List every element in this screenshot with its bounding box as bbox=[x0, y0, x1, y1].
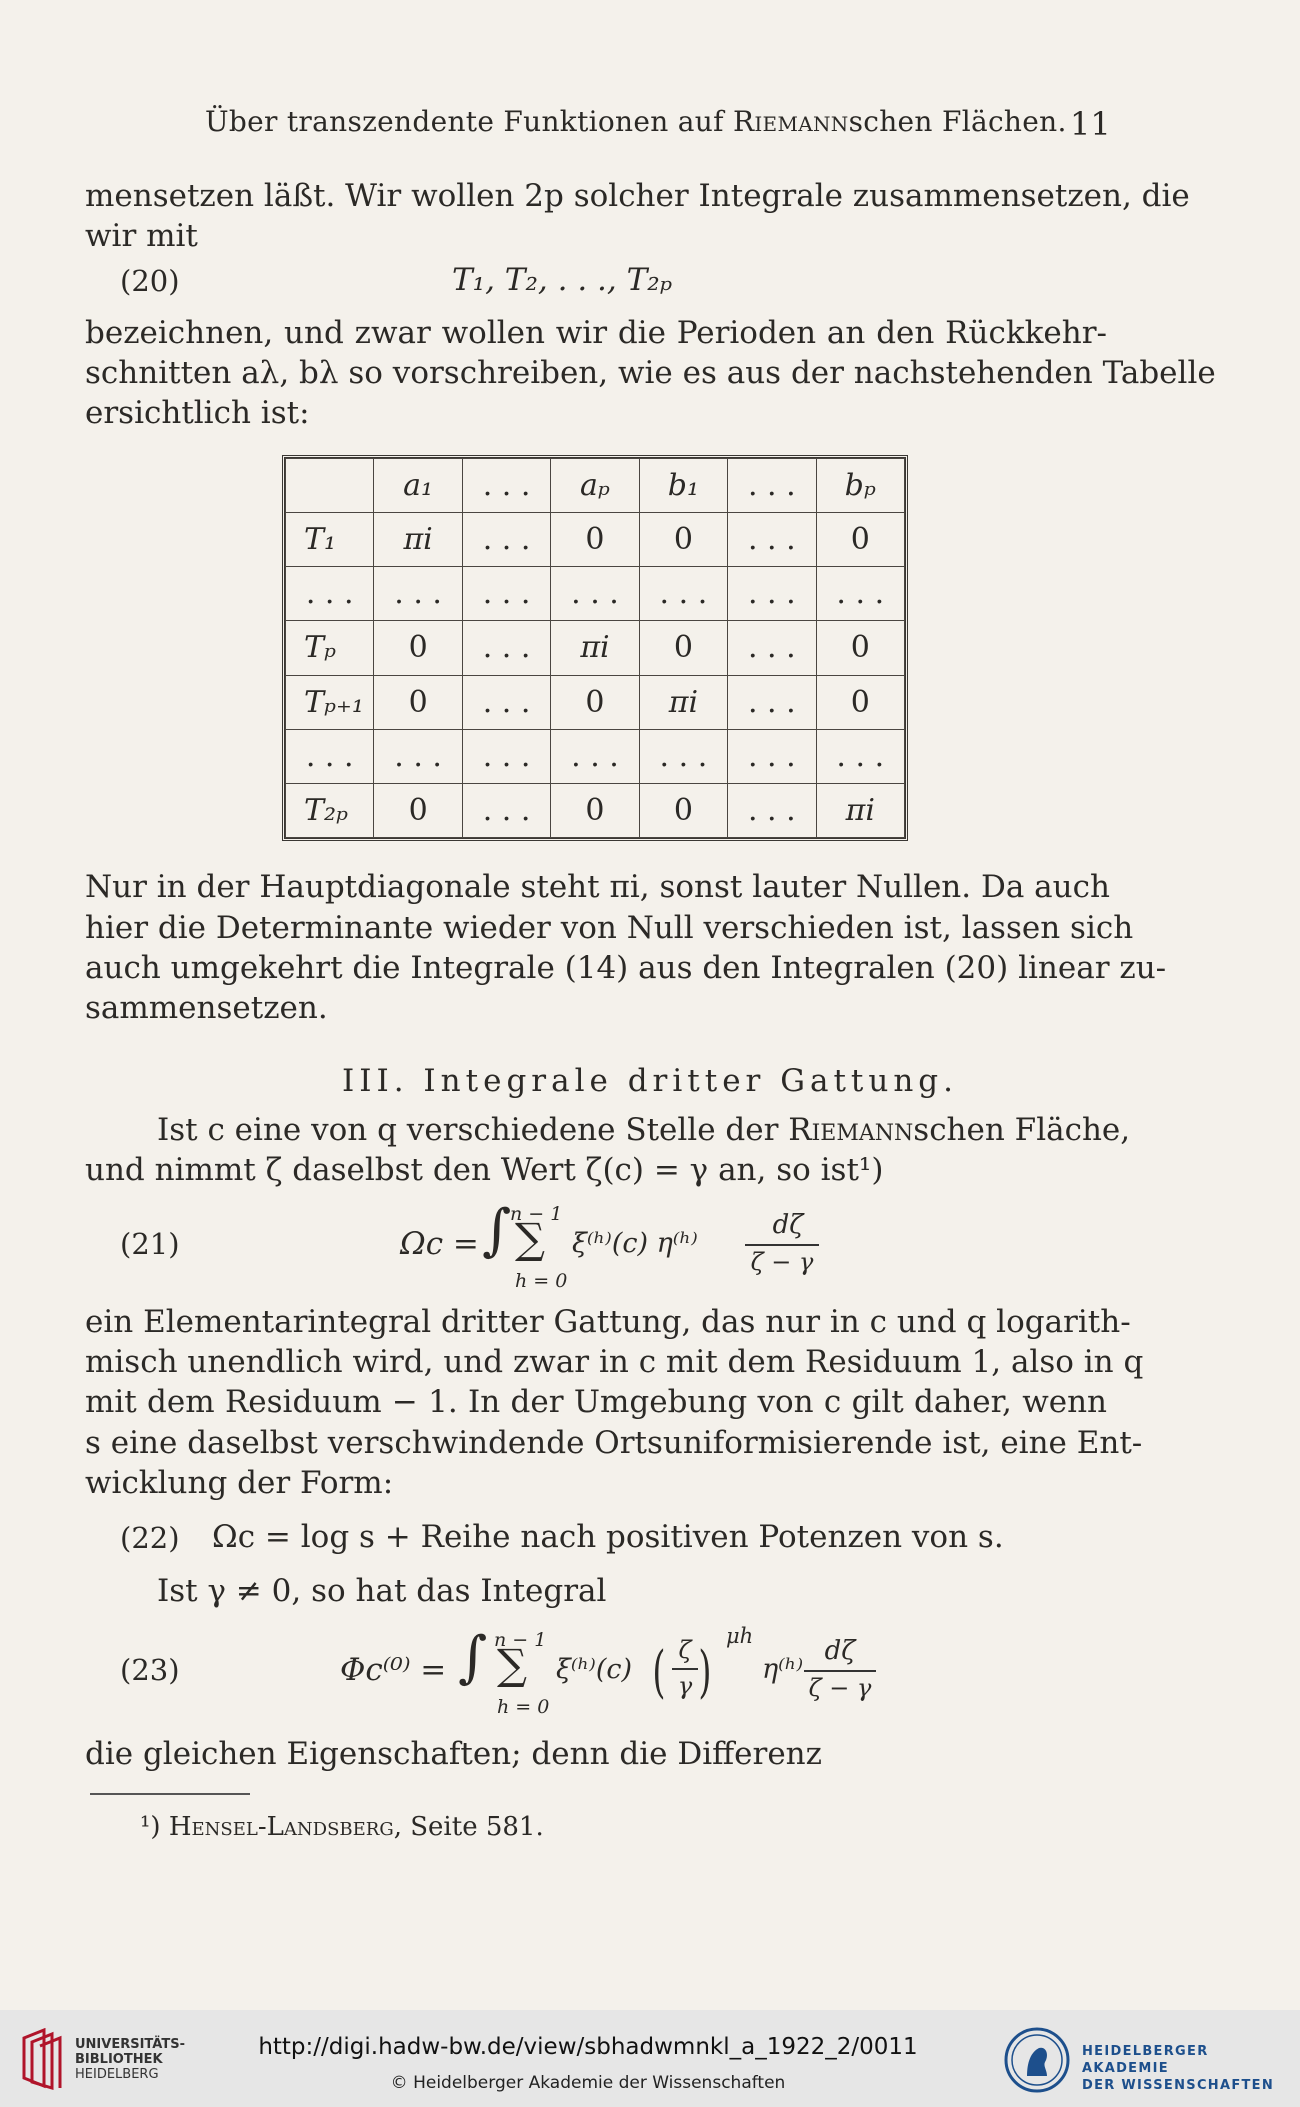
table-cell: . . . bbox=[551, 729, 639, 783]
table-cell: πi bbox=[639, 675, 727, 729]
library-name-line: HEIDELBERG bbox=[75, 2067, 159, 2082]
table-cell: 0 bbox=[639, 513, 727, 567]
fraction-numerator: dζ bbox=[824, 1636, 856, 1666]
digital-library-footer bbox=[0, 2010, 1300, 2107]
table-cell: aₚ bbox=[551, 459, 639, 513]
footnote-text: , Seite 581. bbox=[393, 1812, 544, 1842]
table-cell: 0 bbox=[374, 675, 462, 729]
table-row bbox=[286, 675, 905, 729]
text-span: Ist c eine von q verschiedene Stelle der bbox=[157, 1112, 789, 1148]
academy-name-line: HEIDELBERGER AKADEMIE bbox=[1082, 2044, 1209, 2076]
table-cell: . . . bbox=[728, 729, 816, 783]
table-cell: . . . bbox=[374, 729, 462, 783]
table-cell: . . . bbox=[728, 675, 816, 729]
table-cell: bₚ bbox=[816, 459, 904, 513]
table-cell: b₁ bbox=[639, 459, 727, 513]
eq23-body-pre: ξ⁽ʰ⁾(c) bbox=[556, 1654, 633, 1685]
library-name-line: BIBLIOTHEK bbox=[75, 2052, 163, 2067]
copyright-notice: © Heidelberger Akademie der Wissenschaften bbox=[390, 2073, 786, 2093]
table-cell: . . . bbox=[462, 621, 550, 675]
table-cell: . . . bbox=[462, 513, 550, 567]
equation-number: (23) bbox=[120, 1653, 180, 1687]
text-line: schnitten aλ, bλ so vorschreiben, wie es aus der nachstehenden Tabelle bbox=[85, 355, 1216, 391]
table-cell: . . . bbox=[816, 729, 904, 783]
library-name-line: UNIVERSITÄTS- bbox=[75, 2037, 185, 2052]
table-cell: . . . bbox=[462, 729, 550, 783]
fraction-denominator: ζ − γ bbox=[750, 1248, 814, 1276]
footnote-author: Hensel-Landsberg bbox=[168, 1812, 394, 1842]
text-line: Nur in der Hauptdiagonale steht πi, sonst lauter Nullen. Da auch bbox=[85, 869, 1110, 905]
table-cell: 0 bbox=[374, 621, 462, 675]
table-cell: . . . bbox=[728, 621, 816, 675]
text-line: die gleichen Eigenschaften; denn die Differenz bbox=[85, 1736, 822, 1772]
table-cell: Tₚ bbox=[286, 621, 374, 675]
table-cell: 0 bbox=[551, 783, 639, 837]
table-cell: T₂ₚ bbox=[286, 783, 374, 837]
fraction-numerator: dζ bbox=[772, 1210, 804, 1240]
text-line: wir mit bbox=[85, 218, 198, 254]
equation-number: (21) bbox=[120, 1227, 180, 1261]
fraction-bar bbox=[672, 1668, 698, 1670]
table-row bbox=[286, 513, 905, 567]
section-heading: III. Integrale dritter Gattung. bbox=[341, 1063, 959, 1099]
table-cell: πi bbox=[816, 783, 904, 837]
running-head-name: Riemann bbox=[732, 105, 849, 138]
text-line: s eine daselbst verschwindende Ortsuniformisierende ist, eine Ent- bbox=[85, 1425, 1143, 1461]
exponent: μh bbox=[726, 1624, 754, 1648]
footnote-rule bbox=[90, 1793, 250, 1795]
paren-left: ( bbox=[652, 1640, 666, 1705]
text-line: und nimmt ζ daselbst den Wert ζ(c) = γ an, so ist¹) bbox=[85, 1152, 884, 1188]
table-cell: . . . bbox=[639, 567, 727, 621]
fraction-bar bbox=[745, 1244, 819, 1246]
table-row bbox=[286, 783, 905, 837]
sum-upper-limit: n − 1 bbox=[494, 1629, 547, 1651]
table-cell: 0 bbox=[816, 621, 904, 675]
eq23-lhs: Φc⁽⁰⁾ = bbox=[340, 1652, 447, 1688]
text-span-name: Riemann bbox=[788, 1112, 914, 1148]
table-cell: . . . bbox=[816, 567, 904, 621]
text-line bbox=[157, 1110, 1131, 1150]
text-line: wicklung der Form: bbox=[85, 1465, 394, 1501]
university-library-logo-icon bbox=[18, 2028, 68, 2090]
table-row bbox=[286, 621, 905, 675]
equation-number: (20) bbox=[120, 264, 180, 298]
table-cell: . . . bbox=[639, 729, 727, 783]
table-cell: . . . bbox=[286, 567, 374, 621]
permalink-url[interactable]: http://digi.hadw-bw.de/view/sbhadwmnkl_a_1922_2/0011 bbox=[258, 2034, 918, 2060]
fraction-bar bbox=[804, 1670, 876, 1672]
inner-denominator: γ bbox=[677, 1672, 693, 1700]
sum-sign: ∑ bbox=[497, 1640, 527, 1689]
text-line: auch umgekehrt die Integrale (14) aus den Integralen (20) linear zu- bbox=[85, 950, 1167, 986]
table-cell: 0 bbox=[551, 675, 639, 729]
running-head-pre: Über transzendente Funktionen auf bbox=[205, 105, 733, 138]
equation-20: T₁, T₂, . . ., T₂ₚ bbox=[452, 262, 673, 298]
inner-numerator: ζ bbox=[678, 1636, 692, 1664]
table-cell: . . . bbox=[728, 783, 816, 837]
sum-lower-limit: h = 0 bbox=[515, 1270, 568, 1292]
paren-right: ) bbox=[698, 1640, 712, 1705]
running-head-post: schen Flächen. bbox=[848, 105, 1067, 138]
table-cell: πi bbox=[551, 621, 639, 675]
table-cell: . . . bbox=[286, 729, 374, 783]
table-cell: Tₚ₊₁ bbox=[286, 675, 374, 729]
table-cell: . . . bbox=[728, 513, 816, 567]
footnote bbox=[140, 1812, 544, 1842]
table-cell: 0 bbox=[639, 783, 727, 837]
academy-name-line: DER WISSENSCHAFTEN bbox=[1082, 2078, 1275, 2093]
table-cell: T₁ bbox=[286, 513, 374, 567]
table-row bbox=[286, 567, 905, 621]
sum-upper-limit: n − 1 bbox=[510, 1203, 563, 1225]
sum-lower-limit: h = 0 bbox=[497, 1696, 550, 1718]
text-line: hier die Determinante wieder von Null verschieden ist, lassen sich bbox=[85, 910, 1134, 946]
text-line: bezeichnen, und zwar wollen wir die Perioden an den Rückkehr- bbox=[85, 315, 1107, 351]
table-cell bbox=[286, 459, 374, 513]
table-cell: . . . bbox=[462, 783, 550, 837]
eq21-body: ξ⁽ʰ⁾(c) η⁽ʰ⁾ bbox=[572, 1228, 698, 1259]
footnote-mark: ¹) bbox=[140, 1812, 161, 1842]
table-cell: . . . bbox=[551, 567, 639, 621]
academy-name bbox=[1082, 2043, 1300, 2094]
table-cell: 0 bbox=[639, 621, 727, 675]
fraction-denominator: ζ − γ bbox=[808, 1674, 872, 1702]
table-cell: . . . bbox=[728, 567, 816, 621]
eq21-lhs: Ωc = bbox=[400, 1226, 479, 1262]
table-row bbox=[286, 729, 905, 783]
page-number: 11 bbox=[1070, 105, 1111, 143]
table-cell: . . . bbox=[462, 675, 550, 729]
table-cell: 0 bbox=[816, 513, 904, 567]
university-library-name bbox=[75, 2037, 185, 2082]
table-cell: . . . bbox=[462, 567, 550, 621]
integral-sign: ∫ bbox=[482, 1198, 512, 1263]
text-line: mensetzen läßt. Wir wollen 2p solcher Integrale zusammensetzen, die bbox=[85, 178, 1190, 214]
table-cell: . . . bbox=[728, 459, 816, 513]
periods-table bbox=[282, 455, 908, 841]
text-line: ersichtlich ist: bbox=[85, 395, 310, 431]
table-cell: πi bbox=[374, 513, 462, 567]
text-line: ein Elementarintegral dritter Gattung, das nur in c und q logarith- bbox=[85, 1304, 1131, 1340]
table-cell: a₁ bbox=[374, 459, 462, 513]
text-line: mit dem Residuum − 1. In der Umgebung von c gilt daher, wenn bbox=[85, 1384, 1107, 1420]
table-cell: 0 bbox=[551, 513, 639, 567]
table-cell: 0 bbox=[816, 675, 904, 729]
text-span: schen Fläche, bbox=[913, 1112, 1131, 1148]
text-line: misch unendlich wird, und zwar in c mit dem Residuum 1, also in q bbox=[85, 1344, 1144, 1380]
text-line: sammensetzen. bbox=[85, 990, 328, 1026]
integral-sign: ∫ bbox=[458, 1625, 488, 1690]
equation-22: Ωc = log s + Reihe nach positiven Potenzen von s. bbox=[212, 1519, 1004, 1555]
table-cell: . . . bbox=[374, 567, 462, 621]
table-cell: . . . bbox=[462, 459, 550, 513]
table-header-row bbox=[286, 459, 905, 513]
equation-number: (22) bbox=[120, 1521, 180, 1555]
academy-seal-icon bbox=[1003, 2026, 1071, 2094]
eq23-body-post: η⁽ʰ⁾ bbox=[762, 1654, 804, 1685]
table-cell: 0 bbox=[374, 783, 462, 837]
text-line: Ist γ ≠ 0, so hat das Integral bbox=[157, 1573, 607, 1609]
sum-sign: ∑ bbox=[515, 1214, 545, 1263]
running-head bbox=[205, 105, 1067, 138]
